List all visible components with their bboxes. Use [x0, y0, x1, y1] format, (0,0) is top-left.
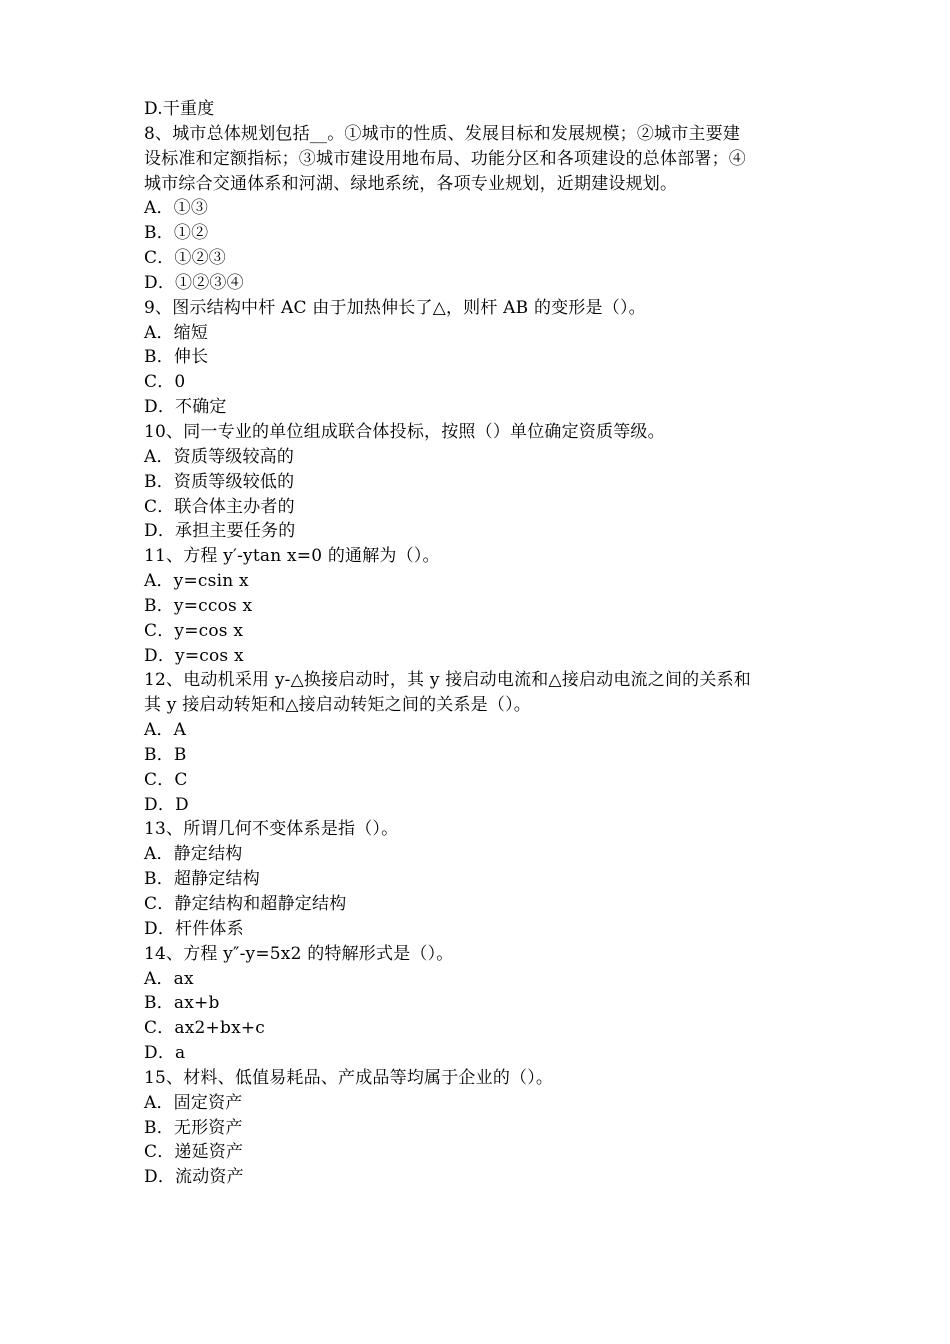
option-c-q12: C．C — [144, 769, 188, 790]
option-b-q13: B．超静定结构 — [144, 869, 260, 890]
option-c-q11: C．y=cos x — [144, 620, 244, 641]
question-9: 9、图示结构中杆 AC 由于加热伸长了△，则杆 AB 的变形是（）。 — [144, 297, 646, 318]
option-a-q8: A．①③ — [144, 198, 209, 219]
option-b-q12: B．B — [144, 744, 187, 765]
option-b-q14: B．ax+b — [144, 993, 220, 1014]
option-b-q10: B．资质等级较低的 — [144, 471, 295, 492]
question-15: 15、材料、低值易耗品、产成品等均属于企业的（）。 — [144, 1067, 554, 1088]
question-14: 14、方程 y″-y=5x2 的特解形式是（）。 — [144, 943, 454, 964]
question-8-line-2: 设标准和定额指标；③城市建设用地布局、功能分区和各项建设的总体部署；④ — [144, 148, 746, 169]
option-c-q14: C．ax2+bx+c — [144, 1018, 266, 1039]
question-12-line-1: 12、电动机采用 y-△换接启动时，其 y 接启动电流和△接启动电流之间的关系和 — [144, 670, 751, 691]
option-d-q14: D．a — [144, 1043, 186, 1064]
option-a-q11: A．y=csin x — [144, 571, 249, 592]
option-a-q14: A．ax — [144, 968, 194, 989]
option-b-q8: B．①② — [144, 223, 209, 244]
option-a-q10: A．资质等级较高的 — [144, 446, 295, 467]
option-d-q9: D．不确定 — [144, 397, 227, 418]
question-8-line-3: 城市综合交通体系和河湖、绿地系统，各项专业规划，近期建设规划。 — [144, 173, 678, 194]
option-d-q11: D．y=cos x — [144, 645, 244, 666]
option-c-q13: C．静定结构和超静定结构 — [144, 894, 347, 914]
option-d-q15: D．流动资产 — [144, 1167, 244, 1188]
option-a-q9: A．缩短 — [144, 322, 209, 343]
question-13: 13、所谓几何不变体系是指（）。 — [144, 819, 399, 840]
question-12-line-2: 其 y 接启动转矩和△接启动转矩之间的关系是（）。 — [144, 695, 531, 716]
question-10: 10、同一专业的单位组成联合体投标，按照（）单位确定资质等级。 — [144, 421, 665, 442]
option-c-q10: C．联合体主办者的 — [144, 496, 295, 517]
option-c-q9: C．0 — [144, 372, 186, 393]
option-d-q8: D．①②③④ — [144, 272, 244, 293]
option-d-q10: D．承担主要任务的 — [144, 521, 296, 542]
option-d-q12: D．D — [144, 794, 189, 815]
option-d-q13: D．杆件体系 — [144, 918, 244, 939]
option-a-q15: A．固定资产 — [144, 1092, 243, 1113]
option-d-q7: D.干重度 — [144, 99, 215, 119]
option-b-q11: B．y=ccos x — [144, 595, 253, 616]
question-11: 11、方程 y′-ytan x=0 的通解为（）。 — [144, 546, 440, 567]
document-page — [144, 97, 814, 1190]
option-c-q15: C．递延资产 — [144, 1142, 244, 1163]
option-c-q8: C．①②③ — [144, 248, 227, 269]
question-8-line-1: 8、城市总体规划包括__。①城市的性质、发展目标和发展规模；②城市主要建 — [144, 123, 741, 144]
option-b-q9: B．伸长 — [144, 347, 209, 368]
option-a-q12: A．A — [144, 720, 187, 741]
option-a-q13: A．静定结构 — [144, 844, 243, 865]
option-b-q15: B．无形资产 — [144, 1117, 243, 1138]
